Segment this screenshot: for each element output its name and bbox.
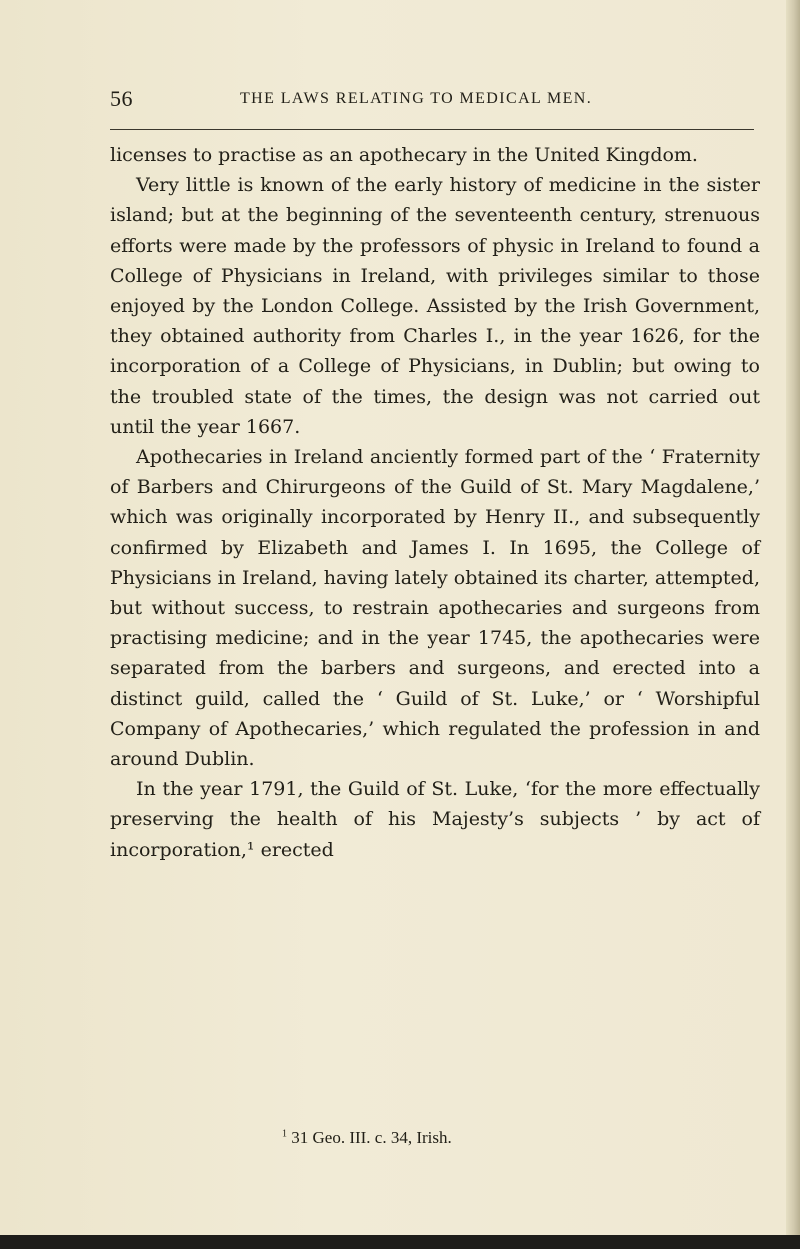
footnote-marker: 1 [282,1128,287,1140]
footnote-text: 31 Geo. III. c. 34, Irish. [291,1128,452,1147]
paragraph: Very little is known of the early history of medicine in the sister island; but at the beginning of the seventeenth century, strenuous efforts were made by the professors of physic in Ireland to found a College of Physicians in Ireland, with privileges similar to those enjoyed by the London College. Assisted by the Irish Government, they obtained authority from Charles I., in the year 1626, for the incorporation of a College of Physicians, in Dublin; but owing to the troubled state of the times, the design was not carried out until the year 1667. [110,174,760,438]
paragraph: licenses to practise as an apothecary in the United Kingdom. [110,144,698,166]
page-header [110,86,750,116]
page-number: 56 [110,86,133,111]
header-rule [110,129,754,130]
body-text [110,140,760,865]
paragraph: Apothecaries in Ireland anciently formed part of the ‘ Fraternity of Barbers and Chirurgeons of the Guild of St. Mary Magdalene,’ which was originally incorporated by Henry II., and subsequently confirmed by Elizabeth and James I. In 1695, the College of Physicians in Ireland, having lately obtained its charter, attempted, but without success, to restrain apothecaries and surgeons from practising medicine; and in the year 1745, the apothecaries were separated from the barbers and surgeons, and erected into a distinct guild, called the ‘ Guild of St. Luke,’ or ‘ Worshipful Company of Apothecaries,’ which regulated the profession in and around Dublin. [110,446,760,771]
running-head: THE LAWS RELATING TO MEDICAL MEN. [240,90,593,107]
footnote [282,1128,452,1148]
scan-border [0,1235,800,1249]
page-edge [786,0,800,1249]
paragraph: In the year 1791, the Guild of St. Luke, ‘for the more effectually preserving the health of his Majesty’s subjects ’ by act of incorporation,¹ erected [110,778,760,861]
